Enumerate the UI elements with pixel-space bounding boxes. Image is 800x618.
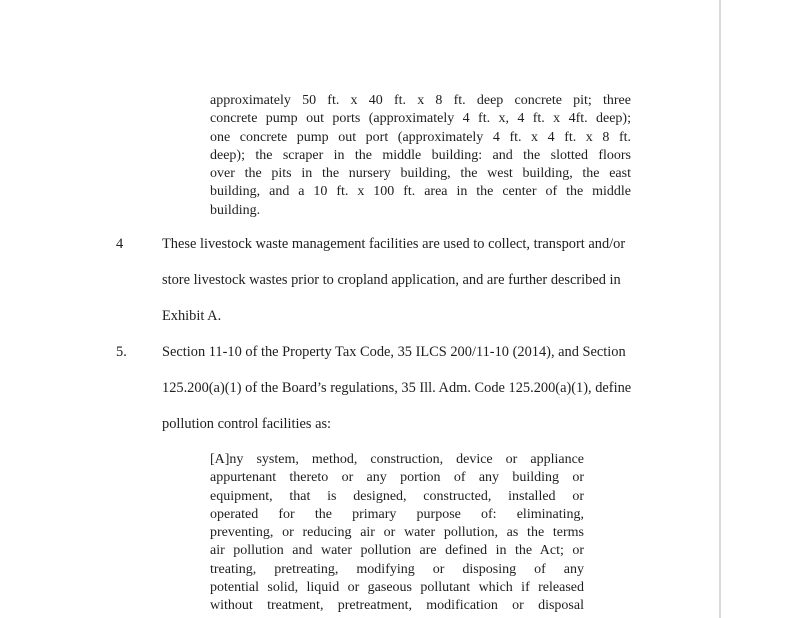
text-line: operated for the primary purpose of: eliminating, bbox=[210, 506, 584, 522]
text-line: potential solid, liquid or gaseous pollutant which if released bbox=[210, 580, 584, 596]
text-line: equipment, that is designed, constructed, installed or bbox=[210, 488, 584, 504]
paragraph-5 bbox=[162, 334, 682, 442]
text-line: Exhibit A. bbox=[162, 308, 222, 324]
text-line: over the pits in the nursery building, the west building, the east bbox=[210, 166, 631, 182]
definition-quote-block bbox=[210, 451, 584, 616]
page-edge-divider bbox=[719, 0, 721, 618]
text-line: deep); the scraper in the middle building: and the slotted floors bbox=[210, 147, 631, 163]
text-line: These livestock waste management facilities are used to collect, transport and/or bbox=[162, 236, 626, 252]
text-line: air pollution and water pollution are defined in the Act; or bbox=[210, 543, 584, 559]
continued-description-block bbox=[210, 92, 631, 220]
text-line: appurtenant thereto or any portion of any building or bbox=[210, 470, 584, 486]
text-line: [A]ny system, method, construction, device or appliance bbox=[210, 452, 584, 467]
text-line: store livestock wastes prior to cropland application, and are further described in bbox=[162, 272, 621, 288]
text-line: one concrete pump out port (approximately 4 ft. x 4 ft. x 8 ft. bbox=[210, 129, 631, 145]
text-line: concrete pump out ports (approximately 4 ft. x, 4 ft. x 4ft. deep); bbox=[210, 111, 631, 127]
text-line: pollution control facilities as: bbox=[162, 416, 332, 432]
text-line: without treatment, pretreatment, modification or disposal bbox=[210, 598, 584, 614]
text-line: 125.200(a)(1) of the Board’s regulations, 35 Ill. Adm. Code 125.200(a)(1), define bbox=[162, 380, 632, 396]
text-line: treating, pretreating, modifying or disposing of any bbox=[210, 561, 584, 577]
paragraph-number: 5. bbox=[116, 344, 127, 360]
text-line: building. bbox=[210, 202, 261, 218]
text-line: preventing, or reducing air or water pollution, as the terms bbox=[210, 525, 584, 541]
text-line: approximately 50 ft. x 40 ft. x 8 ft. deep concrete pit; three bbox=[210, 93, 631, 108]
text-line: building, and a 10 ft. x 100 ft. area in the center of the middle bbox=[210, 184, 631, 200]
paragraph-number: 4 bbox=[116, 236, 124, 252]
paragraph-4 bbox=[162, 226, 682, 334]
text-line: Section 11-10 of the Property Tax Code, 35 ILCS 200/11-10 (2014), and Section bbox=[162, 344, 626, 360]
